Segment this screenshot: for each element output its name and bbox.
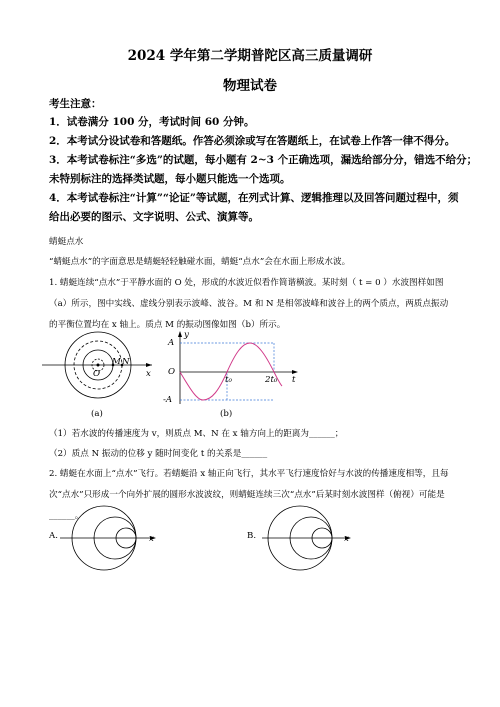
figure-a — [40, 328, 165, 400]
q2-option-b-figure — [262, 498, 357, 576]
exam-title: 2024 学年第二学期普陀区高三质量调研 — [127, 48, 373, 64]
section-title: 蜻蜓点水 — [49, 237, 84, 247]
q1-sub-1: （1）若水波的传播速度为 v，则质点 M、N 在 x 轴方向上的距离为______； — [49, 429, 344, 439]
q1-line-2: （a）所示，图中实线、虚线分别表示波峰、波谷。M 和 N 是相邻波峰和波谷上的两个质点，两质点振动 — [49, 299, 449, 309]
fig-a-label-N: N — [122, 357, 130, 367]
q2-option-a-axis-x: x — [149, 534, 154, 544]
exam-subtitle: 物理试卷 — [223, 78, 277, 94]
notice-item-4-cont: 给出必要的图示、文字说明、公式、演算等。 — [49, 211, 259, 223]
q1-sub-2: （2）质点 N 振动的位移 y 随时间变化 t 的关系是______ — [49, 449, 268, 459]
fig-b-label-y: y — [184, 330, 189, 340]
notice-heading: 考生注意： — [49, 98, 102, 110]
fig-b-label-A: A — [168, 338, 175, 348]
fig-a-label-x: x — [146, 369, 151, 379]
q2-line-3: ______。 — [49, 511, 84, 521]
notice-item-1: 1．试卷满分 100 分，考试时间 60 分钟。 — [49, 116, 255, 128]
fig-b-label-t: t — [292, 375, 296, 385]
fig-b-label-2t0: 2t₀ — [265, 375, 278, 385]
fig-b-label-negA: -A — [163, 395, 173, 405]
fig-a-label-M: M — [112, 357, 121, 367]
fig-b-label-O: O — [168, 367, 176, 377]
q2-line-1: 2. 蜻蜓在水面上“点水”飞行。若蜻蜓沿 x 轴正向飞行，其水平飞行速度恰好与水波的传播速度相等，且每 — [49, 469, 449, 479]
notice-item-4: 4．本考试卷标注“计算”“论证”等试题，在列式计算、逻辑推理以及回答问题过程中，须 — [49, 192, 459, 204]
q2-option-a-label: A. — [49, 531, 58, 541]
fig-b-label-t0: t₀ — [225, 375, 232, 385]
fig-b-caption: (b) — [220, 409, 233, 419]
notice-item-2: 2．本考试分设试卷和答题纸。作答必须涂或写在答题纸上，在试卷上作答一律不得分。 — [49, 135, 456, 147]
q2-option-b-axis-x: x — [344, 534, 349, 544]
fig-a-label-O: O — [93, 369, 101, 379]
q2-line-2: 次“点水”只形成一个向外扩展的圆形水波波纹，则蜻蜓连续三次“点水”后某时刻水波图样（俯视）可能是 — [49, 490, 445, 500]
fig-a-caption: (a) — [91, 409, 103, 419]
q2-option-b-label: B. — [247, 531, 257, 541]
q1-line-1: 1. 蜻蜓连续“点水”于平静水面的 O 处，形成的水波近似看作简谐横波。某时刻（ t = 0 ）水波图样如图 — [49, 278, 444, 288]
notice-item-3-cont: 未特别标注的选择类试题，每小题只能选一个选项。 — [49, 173, 291, 185]
section-intro: “蜻蜓点水”的字面意思是蜻蜓轻轻触碰水面，蜻蜓“点水”会在水面上形成水波。 — [49, 257, 351, 267]
figure-b — [160, 328, 300, 408]
q1-line-3: 的平衡位置均在 x 轴上。质点 M 的振动图像如图（b）所示。 — [49, 320, 286, 330]
notice-item-3: 3．本考试卷标注“多选”的试题，每小题有 2~3 个正确选项，漏选给部分分，错选不给分； — [49, 154, 478, 166]
